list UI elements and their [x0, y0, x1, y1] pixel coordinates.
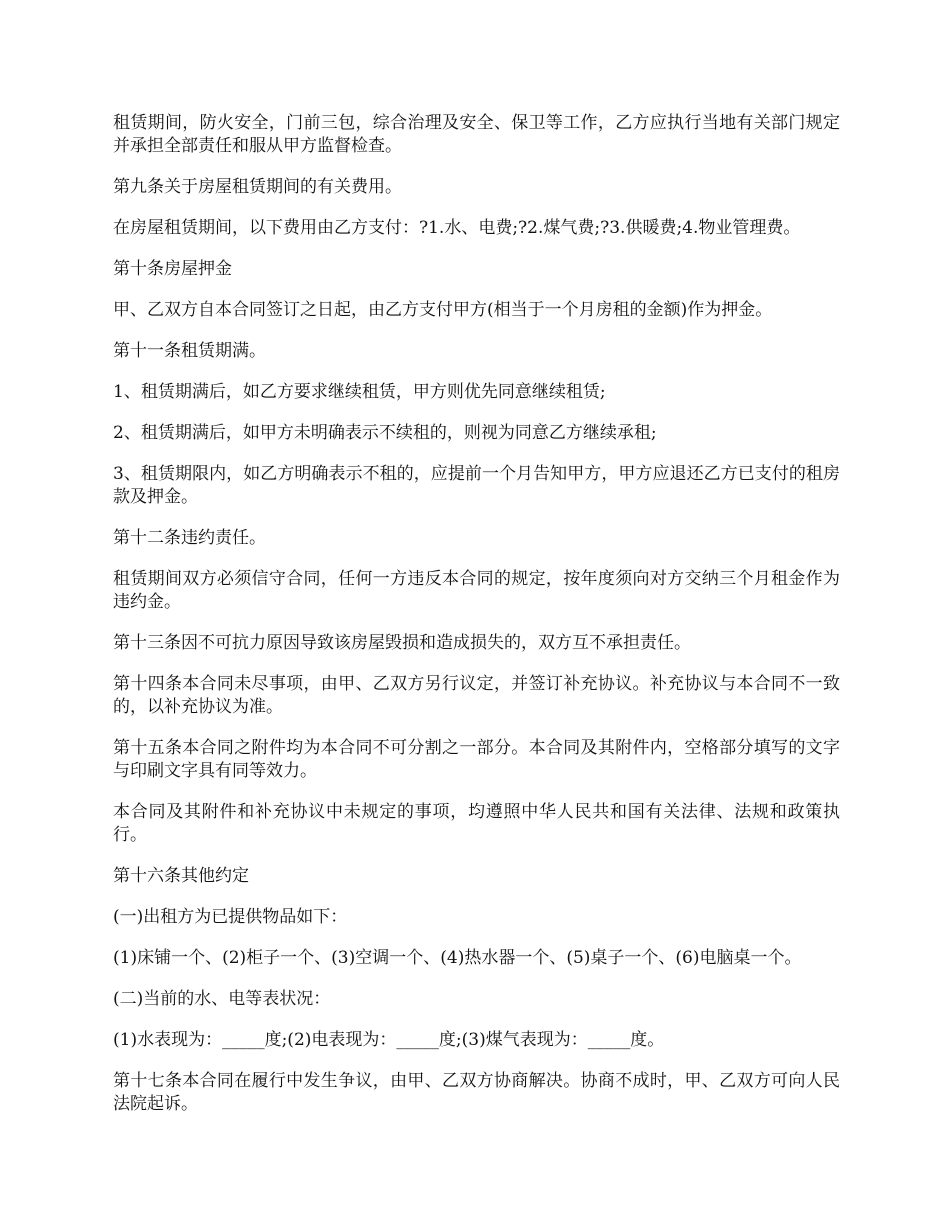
paragraph-breach-penalty: 租赁期间双方必须信守合同，任何一方违反本合同的规定，按年度须向对方交纳三个月租金作为违约金。 [113, 569, 840, 612]
paragraph-article-17: 第十七条本合同在履行中发生争议，由甲、乙双方协商解决。协商不成时，甲、乙双方可向人民法院起诉。 [113, 1071, 840, 1114]
paragraph-article-14: 第十四条本合同未尽事项，由甲、乙双方另行议定，并签订补充协议。补充协议与本合同不一致的，以补充协议为准。 [113, 674, 840, 717]
paragraph-unspecified-matters: 本合同及其附件和补充协议中未规定的事项，均遵照中华人民共和国有关法律、法规和政策执行。 [113, 802, 840, 845]
paragraph-expiry-item-1: 1、租赁期满后，如乙方要求继续租赁，甲方则优先同意继续租赁; [113, 382, 606, 402]
paragraph-expiry-item-3: 3、租赁期限内，如乙方明确表示不租的，应提前一个月告知甲方，甲方应退还乙方已支付的租房款及押金。 [113, 464, 840, 507]
heading-article-12: 第十二条违约责任。 [113, 528, 266, 548]
heading-article-11: 第十一条租赁期满。 [113, 341, 266, 361]
paragraph-meter-status-intro: (二)当前的水、电等表状况： [113, 989, 331, 1009]
paragraph-deposit: 甲、乙双方自本合同签订之日起，由乙方支付甲方(相当于一个月房租的金额)作为押金。 [113, 300, 773, 320]
heading-article-16: 第十六条其他约定 [113, 866, 249, 886]
paragraph-fire-safety: 租赁期间，防火安全，门前三包，综合治理及安全、保卫等工作，乙方应执行当地有关部门规定并承担全部责任和服从甲方监督检查。 [113, 113, 840, 156]
paragraph-fees: 在房屋租赁期间，以下费用由乙方支付：?1.水、电费;?2.煤气费;?3.供暖费;4.物业管理费。 [113, 218, 801, 238]
paragraph-provided-items-intro: (一)出租方为已提供物品如下： [113, 907, 348, 927]
heading-article-10: 第十条房屋押金 [113, 259, 232, 279]
document-body [113, 112, 840, 1134]
paragraph-meter-readings: (1)水表现为：_____度;(2)电表现为：_____度;(3)煤气表现为：_____度。 [113, 1030, 665, 1050]
paragraph-article-15: 第十五条本合同之附件均为本合同不可分割之一部分。本合同及其附件内，空格部分填写的文字与印刷文字具有同等效力。 [113, 738, 840, 781]
heading-article-9: 第九条关于房屋租赁期间的有关费用。 [113, 177, 402, 197]
paragraph-article-13: 第十三条因不可抗力原因导致该房屋毁损和造成损失的，双方互不承担责任。 [113, 633, 691, 653]
paragraph-provided-items-list: (1)床铺一个、(2)柜子一个、(3)空调一个、(4)热水器一个、(5)桌子一个、(6)电脑桌一个。 [113, 948, 802, 968]
paragraph-expiry-item-2: 2、租赁期满后，如甲方未明确表示不续租的，则视为同意乙方继续承租; [113, 423, 657, 443]
